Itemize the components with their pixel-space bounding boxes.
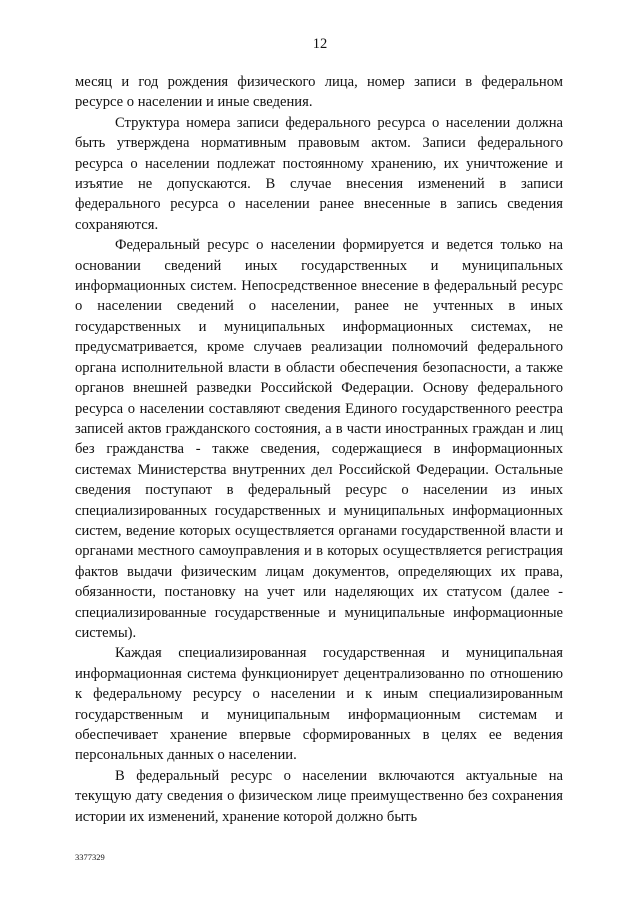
document-code: 3377329 xyxy=(75,852,105,862)
paragraph-1: месяц и год рождения физического лица, номер записи в федеральном ресурсе о населении и иные сведения. xyxy=(75,74,563,111)
document-body xyxy=(75,72,563,827)
paragraph-4: Каждая специализированная государственная и муниципальная информационная система функционирует децентрализованно по отношению к федеральному ресурсу о населении и к иным специализированным государственным и муниципальным информационным системам и обеспечивает хранение впервые сформированных в целях ее ведения персональных данных о населении. xyxy=(75,645,563,764)
page-number: 12 xyxy=(312,36,328,52)
paragraph-2: Структура номера записи федерального ресурса о населении должна быть утверждена нормативным правовым актом. Записи федерального ресурса о населении подлежат постоянному хранению, их уничтожение и изъятие не допускаются. В случае внесения изменений в записи федерального ресурса о населении ранее внесенные в запись сведения сохраняются. xyxy=(75,114,563,233)
paragraph-5: В федеральный ресурс о населении включаются актуальные на текущую дату сведения о физическом лице преимущественно без сохранения истории их изменений, хранение которой должно быть xyxy=(75,767,563,825)
paragraph-3: Федеральный ресурс о населении формируется и ведется только на основании сведений иных государственных и муниципальных информационных систем. Непосредственное внесение в федеральный ресурс о населении сведений о населении, ранее не учтенных в иных государственных и муниципальных информационных системах, не предусматривается, кроме случаев реализации полномочий федерального органа исполнительной власти в области обеспечения безопасности, а также органов внешней разведки Российской Федерации. Основу федерального ресурса о населении составляют сведения Единого государственного реестра записей актов гражданского состояния, а в части иностранных граждан и лиц без гражданства - также сведения, содержащиеся в информационных системах Министерства внутренних дел Российской Федерации. Остальные сведения поступают в федеральный ресурс о населении из иных специализированных государственных и муниципальных информационных систем, ведение которых осуществляется органами государственной власти и органами местного самоуправления и в которых осуществляется регистрация фактов выдачи физическим лицам документов, определяющих их права, обязанности, постановку на учет или наделяющих их статусом (далее - специализированные государственные и муниципальные информационные системы). xyxy=(75,237,563,641)
